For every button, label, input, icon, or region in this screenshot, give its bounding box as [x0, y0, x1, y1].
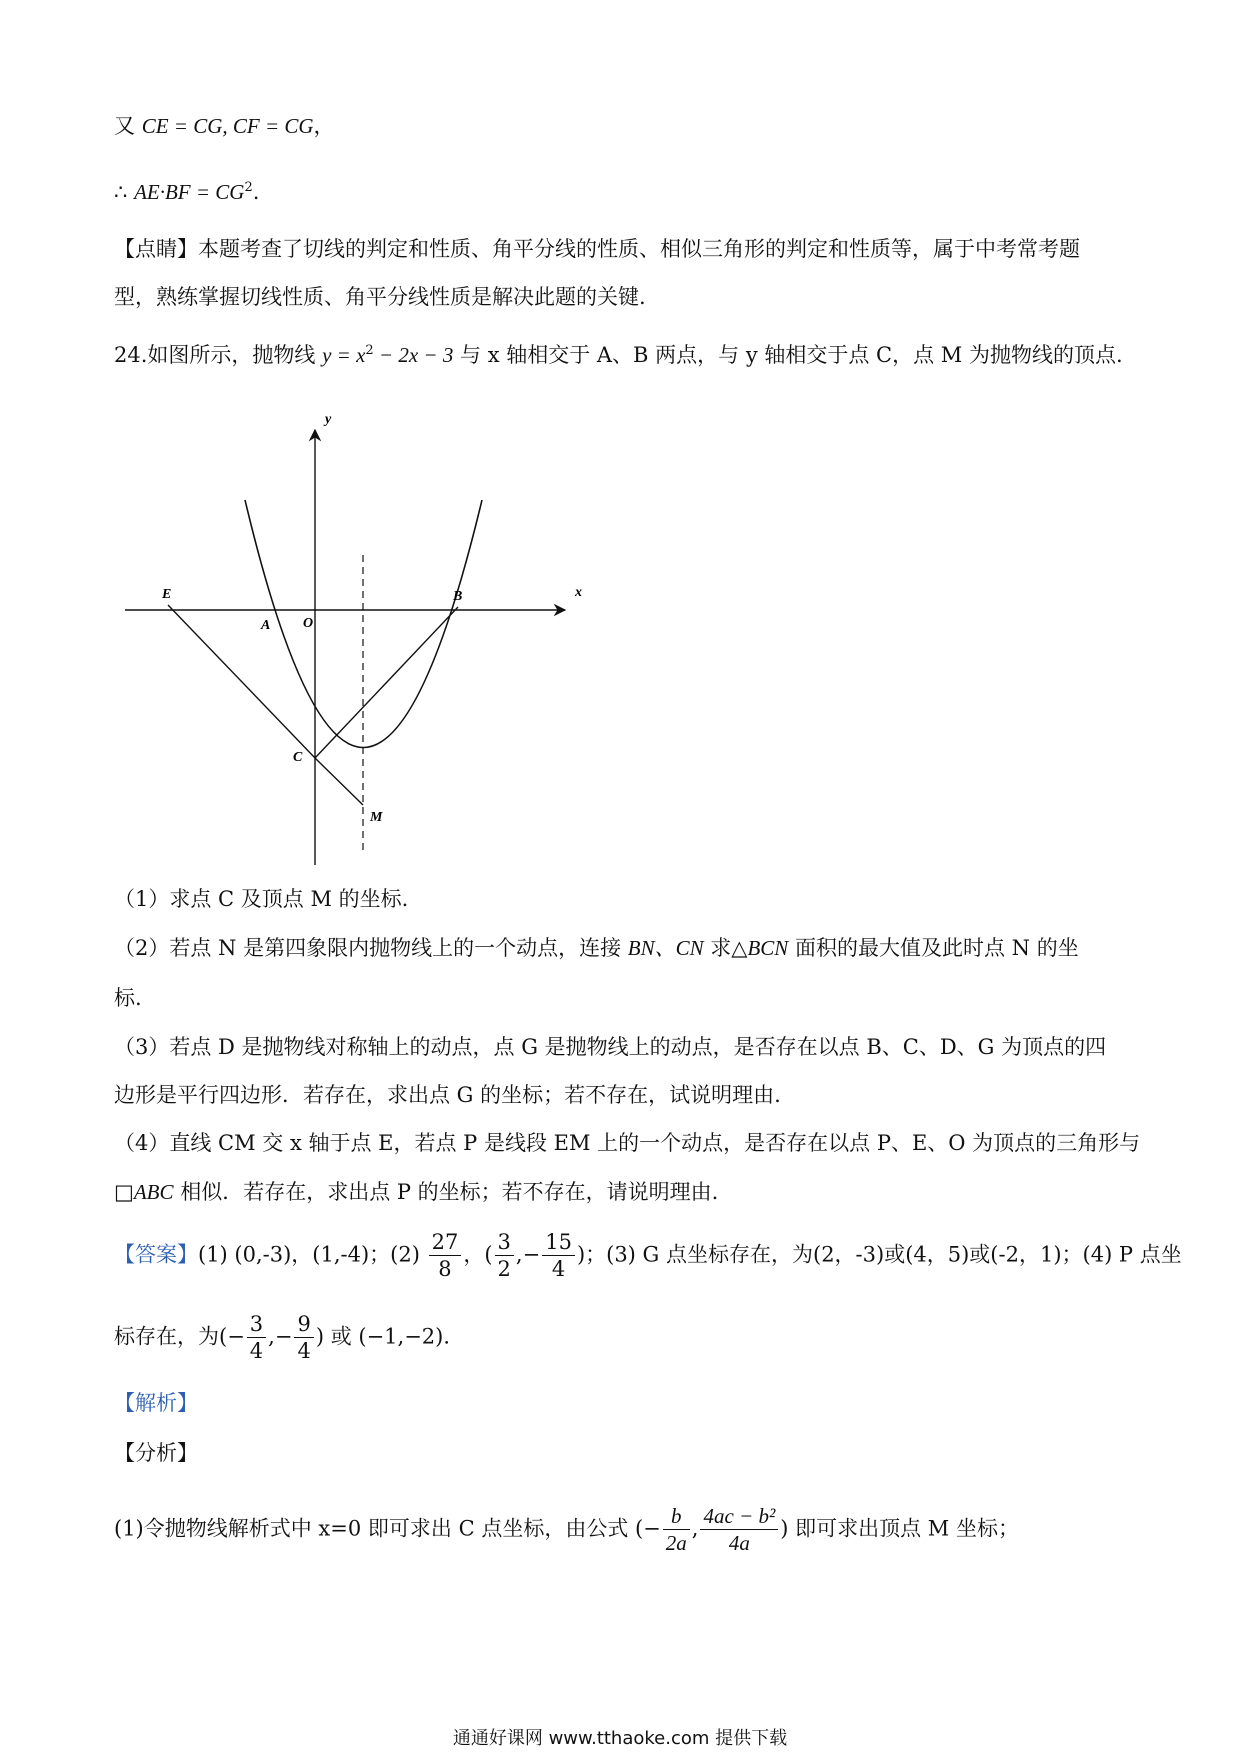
label-M: M — [370, 810, 383, 825]
analysis-line-1: (1)令抛物线解析式中 x=0 即可求出 C 点坐标，由公式 (− $\frac{b}{2a}$ , $\frac{\text{4ac − b²}}{4a}$ ) 即可求出顶点 M 坐标； — [114, 1504, 1019, 1555]
fraction-27-8: $\frac{27}{8}$ — [429, 1232, 462, 1280]
answer-line-1: 【答案】(1) (0,-3)，(1,-4)；(2) $\frac{27}{8}$ ，( $\frac{3}{2}$ ,− $\frac{15}{4}$ )；(3) G 点坐标存在，为(2，-3)或(4，5)或(-2，1)；(4) P 点坐 — [114, 1230, 1182, 1281]
jiexi-tag: 【解析】 — [114, 1391, 198, 1415]
label-B: B — [453, 589, 463, 604]
dianjing-line-1: 【点睛】本题考查了切线的判定和性质、角平分线的性质、相似三角形的判定和性质等，属于中考常考题 — [114, 237, 1080, 261]
part-3-line-2: 边形是平行四边形．若存在，求出点 G 的坐标；若不存在，试说明理由. — [114, 1083, 781, 1107]
segment-CB — [315, 607, 458, 758]
label-C: C — [293, 750, 303, 765]
fraction-b-2a: $\frac{b}{2a}$ — [663, 1506, 690, 1554]
label-x: x — [575, 585, 582, 600]
fraction-3-2: $\frac{3}{2}$ — [495, 1232, 514, 1280]
page-footer: 通通好课网 www.tthaoke.com 提供下载 — [452, 1728, 788, 1749]
label-y: y — [325, 412, 332, 427]
part-4-line-1: （4）直线 CM 交 x 轴于点 E，若点 P 是线段 EM 上的一个动点，是否存在以点 P、E、O 为顶点的三角形与 — [114, 1131, 1141, 1155]
fraction-15-4: $\frac{15}{4}$ — [542, 1232, 575, 1280]
segment-EC — [168, 605, 315, 758]
part-4-line-2: □ABC 相似．若存在，求出点 P 的坐标；若不存在，请说明理由. — [114, 1180, 719, 1204]
question-24-stem: 24.如图所示，抛物线 $y = x^2 - 2x - 3$ 与 x 轴相交于 A、B 两点，与 y 轴相交于点 C，点 M 为抛物线的顶点. — [114, 343, 1123, 367]
proof-line-2: ∴ $AE\cdot BF = CG^2$. — [114, 180, 260, 204]
fraction-9-4: $\frac{9}{4}$ — [294, 1314, 313, 1362]
segment-CM — [315, 758, 363, 805]
answer-tag: 【答案】 — [114, 1242, 198, 1267]
label-A: A — [261, 618, 271, 633]
label-E: E — [162, 587, 172, 602]
part-3-line-1: （3）若点 D 是抛物线对称轴上的动点，点 G 是抛物线上的动点，是否存在以点 B、C、D、G 为顶点的四 — [114, 1035, 1107, 1059]
proof-line-1: 又 CE = CG, CF = CG， — [114, 114, 335, 138]
fraction-3-4: $\frac{3}{4}$ — [247, 1314, 266, 1362]
part-2-line-2: 标. — [114, 986, 142, 1010]
parabola-curve — [245, 500, 482, 748]
part-2-line-1: （2）若点 N 是第四象限内抛物线上的一个动点，连接 BN、CN 求△BCN 面积的最大值及此时点 N 的坐 — [114, 936, 1079, 960]
fraction-vertex-y: $\frac{\text{4ac − b²}}{4a}$ — [700, 1506, 778, 1554]
part-1: （1）求点 C 及顶点 M 的坐标. — [114, 887, 409, 911]
jiexi-line — [114, 1387, 198, 1419]
fenxi-tag: 【分析】 — [114, 1441, 198, 1465]
dianjing-tag: 【点睛】 — [114, 237, 198, 261]
fenxi-line — [114, 1437, 198, 1469]
answer-line-2: 标存在，为(− $\frac{3}{4}$ ,− $\frac{9}{4}$ ) 或 (−1,−2)． — [114, 1312, 465, 1363]
parabola-figure — [120, 395, 600, 875]
dianjing-line-2: 型，熟练掌握切线性质、角平分线性质是解决此题的关键. — [114, 285, 646, 309]
label-O: O — [303, 616, 314, 631]
